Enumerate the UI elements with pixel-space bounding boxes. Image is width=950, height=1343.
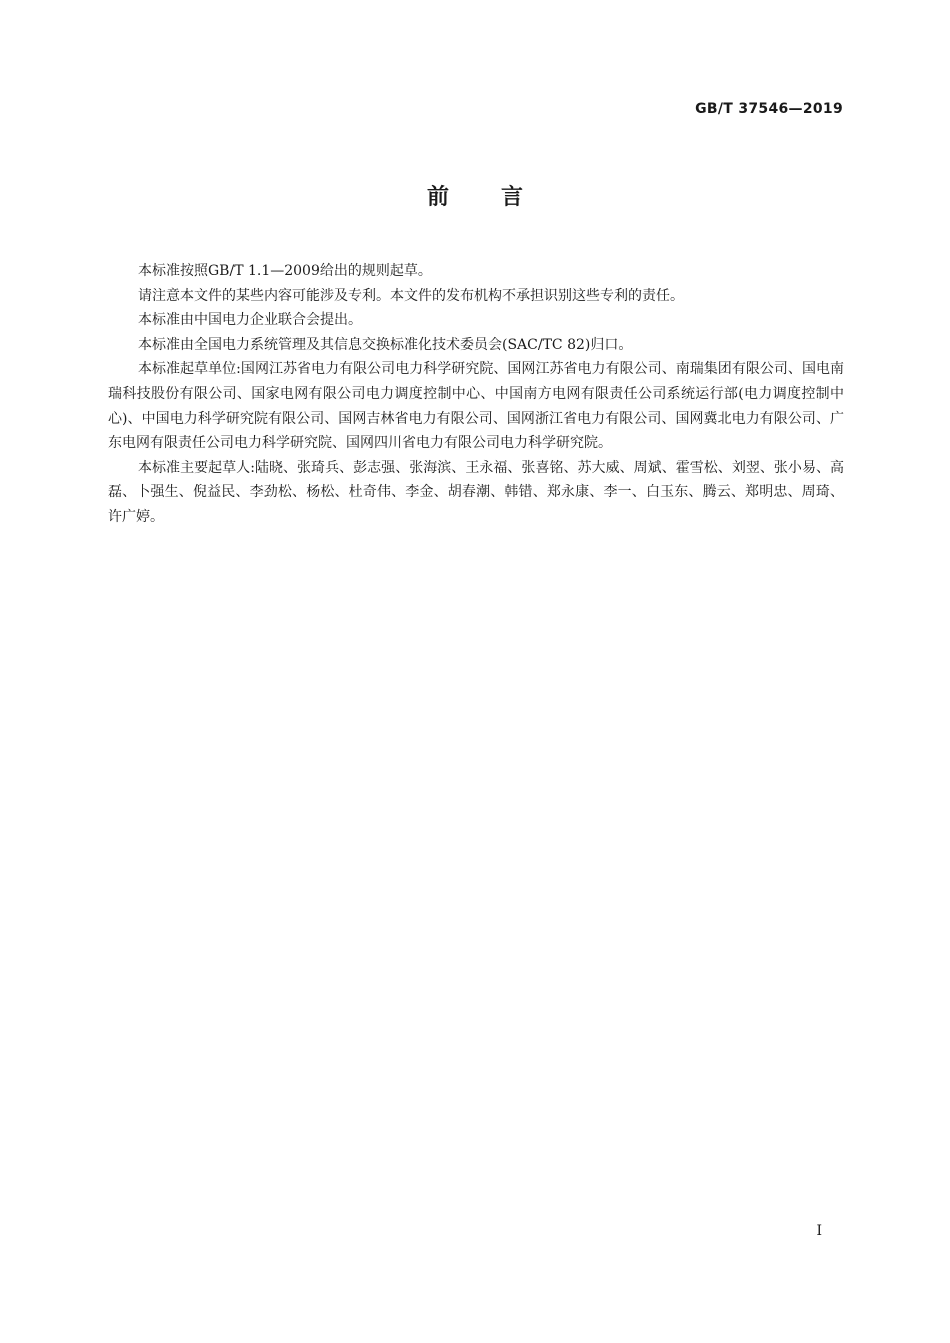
paragraph-patent-notice: 请注意本文件的某些内容可能涉及专利。本文件的发布机构不承担识别这些专利的责任。 [138, 287, 684, 304]
paragraph-proposer: 本标准由中国电力企业联合会提出。 [138, 312, 362, 329]
paragraph-drafting-rules: 本标准按照GB/T 1.1—2009给出的规则起草。 [138, 263, 432, 279]
standard-number: GB/T 37546—2019 [695, 101, 843, 117]
paragraph-drafting-organizations: 本标准起草单位:国网江苏省电力有限公司电力科学研究院、国网江苏省电力有限公司、南瑞集团有限公司、国电南瑞科技股份有限公司、国家电网有限公司电力调度控制中心、中国南方电网有限责任公司系统运行部(电力调度控制中心)、中国电力科学研究院有限公司、国网吉林省电力有限公司、国网浙江省电力有限公司、国网冀北电力有限公司、广东电网有限责任公司电力科学研究院、国网四川省电力有限公司电力科学研究院。 [108, 361, 844, 452]
paragraph-technical-committee: 本标准由全国电力系统管理及其信息交换标准化技术委员会(SAC/TC 82)归口。 [138, 336, 633, 353]
page-title: 前言 [426, 185, 575, 210]
foreword-body [108, 259, 844, 530]
page-number: I [816, 1223, 822, 1239]
paragraph-drafters: 本标准主要起草人:陆晓、张琦兵、彭志强、张海滨、王永福、张喜铭、苏大威、周斌、霍雪松、刘翌、张小易、高磊、卜强生、倪益民、李劲松、杨松、杜奇伟、李金、胡春潮、韩错、郑永康、李一、白玉东、腾云、郑明忠、周琦、许广婷。 [108, 459, 844, 525]
